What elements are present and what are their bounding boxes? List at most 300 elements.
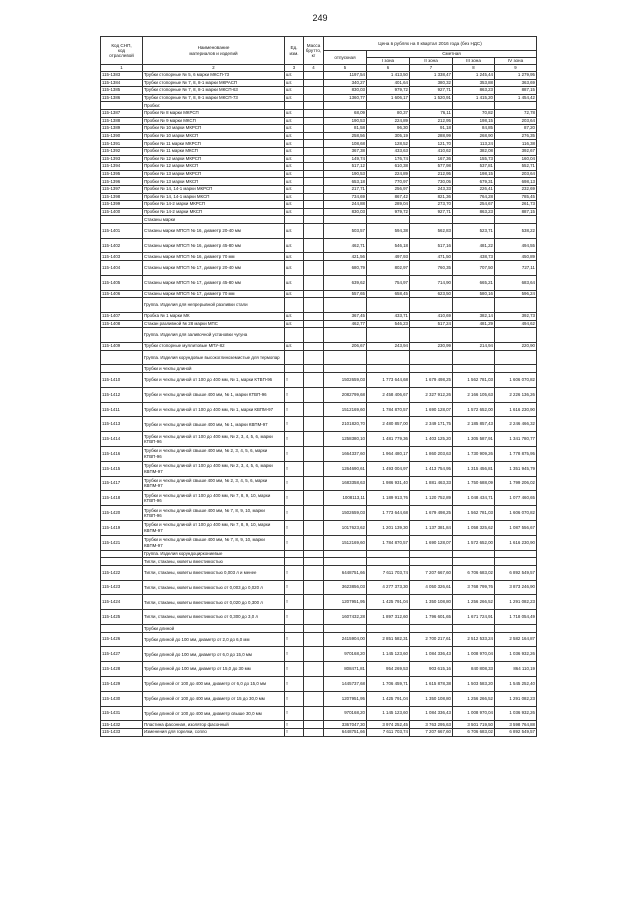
item-code: 115-1422 [101, 565, 143, 580]
item-name: Трубки и чехлы длиной от 100 до 400 мм, № 1, марки КТВП-96 [143, 373, 285, 388]
table-row [101, 520, 537, 535]
item-name: Пробки № 13 марки МКСП [143, 178, 285, 186]
item-unit: шт. [285, 94, 304, 102]
item-mass [304, 178, 324, 186]
price-zone-4: 596,24 [495, 290, 537, 298]
item-unit: т [285, 461, 304, 476]
item-mass [304, 402, 324, 417]
item-code: 115-1403 [101, 253, 143, 261]
item-code [101, 298, 143, 313]
empty-cell [367, 350, 410, 365]
price-zone-3: 1 058 325,62 [453, 520, 495, 535]
price-zone-4: 203,64 [495, 170, 537, 178]
item-unit: шт. [285, 109, 304, 117]
item-unit: шт. [285, 79, 304, 87]
price-release: 830,03 [324, 208, 367, 216]
group-heading: Трубки и чехлы длиной [143, 365, 285, 373]
item-name: Трубки и чехлы длиной свыше 400 мм, № 2, 3, 4, 5, 6, марки КВПМ-97 [143, 476, 285, 491]
item-mass [304, 208, 324, 216]
item-unit: т [285, 580, 304, 595]
item-name: Трубки и чехлы длиной свыше 400 мм, № 1, марки КВПМ-97 [143, 417, 285, 432]
price-zone-3: 1 415,20 [453, 94, 495, 102]
item-code: 115-1393 [101, 155, 143, 163]
group-heading: Тигли, стаканы, кюветы вместимостью [143, 558, 285, 566]
price-zone-1: 1 145 123,60 [367, 706, 410, 721]
price-zone-2: 1 350 108,80 [410, 595, 453, 610]
header-zone-3: III зона [453, 58, 495, 65]
price-release: 1683358,63 [324, 476, 367, 491]
price-release: 340,27 [324, 79, 367, 87]
item-code: 115-1383 [101, 72, 143, 80]
header-zone-2: II зона [410, 58, 453, 65]
item-code: 115-1384 [101, 79, 143, 87]
empty-cell [453, 298, 495, 313]
price-release: 2415904,00 [324, 632, 367, 647]
table-row [101, 140, 537, 148]
price-release: 217,71 [324, 185, 367, 193]
group-heading: Стаканы марки [143, 216, 285, 224]
price-zone-1: 80,37 [367, 109, 410, 117]
price-zone-4: 1 545 252,40 [495, 676, 537, 691]
price-zone-2: 2 349 171,75 [410, 417, 453, 432]
price-zone-3: 2 185 857,43 [453, 417, 495, 432]
item-unit: шт. [285, 140, 304, 148]
item-mass [304, 253, 324, 261]
item-mass [304, 79, 324, 87]
price-zone-4: 3 873 246,90 [495, 580, 537, 595]
empty-cell [367, 102, 410, 110]
price-table-sheet [100, 36, 536, 737]
column-number: 4 [304, 65, 324, 72]
item-name: Пробки № 12 марки МКРСП [143, 155, 285, 163]
column-number: 7 [410, 65, 453, 72]
empty-cell [495, 365, 537, 373]
table-row [101, 238, 537, 253]
table-row [101, 275, 537, 290]
price-zone-1: 128,52 [367, 140, 410, 148]
table-row [101, 125, 537, 133]
table-row [101, 193, 537, 201]
item-mass [304, 72, 324, 80]
table-row [101, 72, 537, 80]
item-unit: шт. [285, 238, 304, 253]
price-zone-4: 87,20 [495, 125, 537, 133]
price-zone-4: 538,22 [495, 223, 537, 238]
table-row [101, 155, 537, 163]
empty-cell [367, 550, 410, 558]
empty-cell [324, 298, 367, 313]
item-name: Пробки № 11 марки МКСП [143, 147, 285, 155]
item-code: 115-1419 [101, 520, 143, 535]
price-zone-4: 1 799 206,02 [495, 476, 537, 491]
price-zone-1: 1 773 644,68 [367, 373, 410, 388]
item-code: 115-1405 [101, 275, 143, 290]
item-mass [304, 706, 324, 721]
item-code: 115-1402 [101, 238, 143, 253]
price-zone-4: 2 226 136,26 [495, 387, 537, 402]
table-row [101, 417, 537, 432]
price-zone-4: 3 598 764,88 [495, 721, 537, 729]
item-unit: т [285, 520, 304, 535]
item-name: Тигли, стаканы, кюветы вместимостью от 0,300 до 3,0 л [143, 610, 285, 625]
item-unit: шт. [285, 117, 304, 125]
item-mass [304, 343, 324, 351]
price-zone-4: 1 087 556,67 [495, 520, 537, 535]
item-unit: т [285, 647, 304, 662]
empty-cell [495, 102, 537, 110]
item-name: Пробка № 1 марки МК [143, 313, 285, 321]
empty-cell [285, 624, 304, 632]
price-zone-1: 4 277 373,30 [367, 580, 410, 595]
item-code: 115-1418 [101, 491, 143, 506]
price-zone-2: 288,99 [410, 132, 453, 140]
price-release: 830,03 [324, 87, 367, 95]
item-code: 115-1430 [101, 691, 143, 706]
item-mass [304, 109, 324, 117]
table-row [101, 343, 537, 351]
price-release: 503,57 [324, 223, 367, 238]
price-zone-4: 276,35 [495, 132, 537, 140]
item-mass [304, 447, 324, 462]
price-zone-4: 261,73 [495, 201, 537, 209]
item-unit: шт. [285, 125, 304, 133]
price-zone-1: 770,97 [367, 178, 410, 186]
table-row [101, 147, 537, 155]
item-mass [304, 117, 324, 125]
item-name: Трубки и чехлы длиной свыше 400 мм, № 7, 8, 9, 10, марки КТВП-96 [143, 506, 285, 521]
item-mass [304, 87, 324, 95]
price-zone-4: 1 036 932,26 [495, 647, 537, 662]
table-row [101, 87, 537, 95]
item-code: 115-1433 [101, 728, 143, 736]
price-zone-4: 1 778 875,95 [495, 447, 537, 462]
price-zone-4: 203,64 [495, 117, 537, 125]
item-name: Пробки № 13 марки МКРСП [143, 170, 285, 178]
item-mass [304, 238, 324, 253]
price-zone-1: 1 773 644,68 [367, 506, 410, 521]
item-code: 115-1411 [101, 402, 143, 417]
item-mass [304, 140, 324, 148]
price-zone-3: 254,67 [453, 201, 495, 209]
price-zone-2: 1 137 381,84 [410, 520, 453, 535]
item-unit: т [285, 417, 304, 432]
table-row [101, 595, 537, 610]
item-name: Тигли, стаканы, кюветы вместимостью 0,003 л и менее [143, 565, 285, 580]
item-mass [304, 535, 324, 550]
item-mass [304, 580, 324, 595]
item-name: Трубки и чехлы длиной свыше 400 мм, № 2, 3, 4, 5, 6, марки КТВП-96 [143, 447, 285, 462]
price-zone-4: 864 110,19 [495, 662, 537, 677]
price-release: 1664337,60 [324, 447, 367, 462]
table-row [101, 117, 537, 125]
price-zone-3: 3 768 799,76 [453, 580, 495, 595]
item-name: Трубки и чехлы длиной от 100 до 400 мм, № 7, 8, 9, 10, марки КВПМ-97 [143, 520, 285, 535]
price-zone-2: 1 615 878,38 [410, 676, 453, 691]
item-unit: шт. [285, 163, 304, 171]
table-row [101, 506, 537, 521]
table-row [101, 387, 537, 402]
price-zone-1: 1 706 459,71 [367, 676, 410, 691]
item-unit: т [285, 387, 304, 402]
price-zone-4: 1 291 082,23 [495, 691, 537, 706]
group-row [101, 365, 537, 373]
empty-cell [324, 550, 367, 558]
price-zone-1: 224,89 [367, 117, 410, 125]
item-name: Стаканы марки МПСП № 16, диаметр 20-40 мм [143, 223, 285, 238]
price-release: 1207951,95 [324, 595, 367, 610]
empty-cell [495, 558, 537, 566]
price-release: 1360,77 [324, 94, 367, 102]
item-mass [304, 491, 324, 506]
item-mass [304, 647, 324, 662]
price-zone-2: 243,33 [410, 185, 453, 193]
price-zone-2: 1 679 498,25 [410, 373, 453, 388]
price-zone-1: 3 974 252,45 [367, 721, 410, 729]
item-name: Стакан разливной № 28 марки МПС [143, 320, 285, 328]
item-unit: т [285, 506, 304, 521]
empty-cell [367, 558, 410, 566]
price-release: 639,62 [324, 275, 367, 290]
header-estimate-price: Сметная [367, 51, 537, 58]
price-zone-1: 1 897 312,60 [367, 610, 410, 625]
table-row [101, 201, 537, 209]
item-name: Стаканы марки МПСП № 17, диаметр 20-40 мм [143, 261, 285, 276]
price-zone-1: 546,18 [367, 238, 410, 253]
item-name: Трубки и чехлы длиной от 100 до 400 мм, № 2, 3, 4, 5, 6, марки КВПМ-97 [143, 461, 285, 476]
item-unit: шт. [285, 313, 304, 321]
empty-cell [304, 624, 324, 632]
price-zone-3: 580,16 [453, 290, 495, 298]
empty-cell [367, 328, 410, 343]
table-row [101, 253, 537, 261]
empty-cell [410, 102, 453, 110]
price-zone-1: 1 784 870,57 [367, 535, 410, 550]
price-zone-2: 517,24 [410, 320, 453, 328]
price-zone-1: 979,72 [367, 208, 410, 216]
item-name: Пробки № 14-2 марки МКСП [143, 208, 285, 216]
price-zone-4: 683,64 [495, 275, 537, 290]
price-zone-2: 730,05 [410, 178, 453, 186]
price-release: 1264690,61 [324, 461, 367, 476]
table-row [101, 185, 537, 193]
empty-cell [495, 350, 537, 365]
table-row [101, 79, 537, 87]
price-zone-1: 289,04 [367, 201, 410, 209]
price-zone-1: 96,30 [367, 125, 410, 133]
header-code: Код СНП, код отраслевой [101, 37, 143, 65]
column-number: 9 [495, 65, 537, 72]
price-zone-1: 1 606,17 [367, 94, 410, 102]
price-zone-4: 450,89 [495, 253, 537, 261]
price-release: 367,45 [324, 313, 367, 321]
price-release: 1258380,10 [324, 432, 367, 447]
price-table [100, 36, 537, 737]
price-zone-4: 220,90 [495, 343, 537, 351]
price-release: 244,88 [324, 201, 367, 209]
price-zone-4: 698,13 [495, 178, 537, 186]
header-mass: Масса брутто, кг [304, 37, 324, 65]
price-release: 367,38 [324, 147, 367, 155]
table-row [101, 461, 537, 476]
price-zone-3: 523,71 [453, 223, 495, 238]
item-name: Трубки длиной до 100 мм, диаметр от 15,0 до 30 мм [143, 662, 285, 677]
empty-cell [495, 550, 537, 558]
item-code: 115-1399 [101, 201, 143, 209]
group-row [101, 624, 537, 632]
empty-cell [453, 216, 495, 224]
item-code: 115-1397 [101, 185, 143, 193]
table-row [101, 261, 537, 276]
item-code: 115-1400 [101, 208, 143, 216]
price-zone-1: 754,97 [367, 275, 410, 290]
item-code [101, 550, 143, 558]
item-name: Тигли, стаканы, кюветы вместимостью от 0,003 до 0,020 л [143, 580, 285, 595]
empty-cell [324, 365, 367, 373]
price-zone-2: 927,71 [410, 208, 453, 216]
item-code: 115-1388 [101, 117, 143, 125]
column-number: 5 [324, 65, 367, 72]
price-zone-1: 867,42 [367, 193, 410, 201]
item-name: Пробки № 12 марки МКСП [143, 163, 285, 171]
item-mass [304, 313, 324, 321]
item-mass [304, 373, 324, 388]
item-code: 115-1390 [101, 132, 143, 140]
table-row [101, 109, 537, 117]
empty-cell [410, 550, 453, 558]
empty-cell [453, 328, 495, 343]
empty-cell [410, 624, 453, 632]
price-zone-3: 198,15 [453, 170, 495, 178]
item-unit: шт. [285, 155, 304, 163]
item-mass [304, 201, 324, 209]
price-zone-3: 1 572 652,00 [453, 535, 495, 550]
price-zone-1: 497,93 [367, 253, 410, 261]
item-unit: т [285, 662, 304, 677]
item-code: 115-1394 [101, 163, 143, 171]
item-name: Стаканы марки МПСП № 16, диаметр 45-80 мм [143, 238, 285, 253]
table-row [101, 223, 537, 238]
price-zone-3: 1 730 909,26 [453, 447, 495, 462]
price-zone-3: 155,73 [453, 155, 495, 163]
price-zone-3: 1 572 652,00 [453, 402, 495, 417]
price-zone-4: 1 291 082,23 [495, 595, 537, 610]
price-release: 653,18 [324, 178, 367, 186]
header-release-price: отпускная [324, 51, 367, 65]
price-zone-2: 821,36 [410, 193, 453, 201]
item-unit: т [285, 491, 304, 506]
item-code: 115-1386 [101, 94, 143, 102]
item-code: 115-1410 [101, 373, 143, 388]
empty-cell [367, 624, 410, 632]
item-mass [304, 432, 324, 447]
price-zone-1: 224,89 [367, 170, 410, 178]
item-unit: т [285, 565, 304, 580]
item-mass [304, 520, 324, 535]
empty-cell [367, 216, 410, 224]
price-zone-1: 594,38 [367, 223, 410, 238]
item-name: Трубки и чехлы длиной от 100 до 400 мм, № 2, 3, 4, 5, 6, марки КТВП-96 [143, 432, 285, 447]
price-zone-3: 481,29 [453, 320, 495, 328]
price-zone-2: 471,50 [410, 253, 453, 261]
price-release: 1008113,11 [324, 491, 367, 506]
price-zone-4: 1 606 070,82 [495, 373, 537, 388]
price-zone-3: 268,90 [453, 132, 495, 140]
price-zone-2: 3 763 295,63 [410, 721, 453, 729]
item-code: 115-1407 [101, 313, 143, 321]
price-zone-2: 1 403 125,20 [410, 432, 453, 447]
price-release: 808471,81 [324, 662, 367, 677]
item-code: 115-1414 [101, 432, 143, 447]
item-name: Пробки № 9 марки МКСП [143, 117, 285, 125]
item-unit: шт. [285, 261, 304, 276]
item-mass [304, 461, 324, 476]
price-zone-3: 840 808,33 [453, 662, 495, 677]
price-zone-4: 727,11 [495, 261, 537, 276]
price-release: 1017623,62 [324, 520, 367, 535]
item-unit: шт. [285, 208, 304, 216]
price-release: 81,58 [324, 125, 367, 133]
price-zone-4: 160,04 [495, 155, 537, 163]
header-unit: Ед. изм. [285, 37, 304, 65]
price-zone-4: 552,71 [495, 163, 537, 171]
price-release: 734,69 [324, 193, 367, 201]
empty-cell [285, 550, 304, 558]
item-name: Стаканы марки МПСП № 17, диаметр 45-80 мм [143, 275, 285, 290]
item-unit: шт. [285, 87, 304, 95]
price-zone-4: 1 077 460,65 [495, 491, 537, 506]
price-release: 3623856,03 [324, 580, 367, 595]
price-zone-4: 1 036 932,26 [495, 706, 537, 721]
item-mass [304, 163, 324, 171]
price-zone-3: 481,22 [453, 238, 495, 253]
item-code: 115-1427 [101, 647, 143, 662]
group-heading: Группа. Изделия корундоциркониевые [143, 550, 285, 558]
item-code: 115-1408 [101, 320, 143, 328]
item-code: 115-1406 [101, 290, 143, 298]
empty-cell [285, 328, 304, 343]
price-zone-3: 1 315 456,81 [453, 461, 495, 476]
price-zone-3: 3 501 719,50 [453, 721, 495, 729]
item-unit: т [285, 706, 304, 721]
empty-cell [453, 558, 495, 566]
table-row [101, 313, 537, 321]
empty-cell [324, 102, 367, 110]
price-zone-3: 2 166 105,63 [453, 387, 495, 402]
table-row [101, 491, 537, 506]
price-zone-1: 1 964 480,17 [367, 447, 410, 462]
price-zone-2: 1 679 498,25 [410, 506, 453, 521]
item-mass [304, 320, 324, 328]
item-name: Пробки № 14, 14-1 марки МКСП [143, 193, 285, 201]
price-release: 2101820,70 [324, 417, 367, 432]
item-name: Стаканы марки МПСП № 17, диаметр 70 мм [143, 290, 285, 298]
empty-cell [495, 216, 537, 224]
empty-cell [367, 298, 410, 313]
price-zone-1: 2 851 582,31 [367, 632, 410, 647]
item-name: Трубки длиной от 100 до 400 мм, диаметр свыше 30,0 мм [143, 706, 285, 721]
item-name: Трубки стопорные № 7, 8, 8-1 марки МКСП-73 [143, 94, 285, 102]
empty-cell [453, 350, 495, 365]
item-mass [304, 275, 324, 290]
item-mass [304, 506, 324, 521]
price-zone-3: 113,24 [453, 140, 495, 148]
price-release: 1607432,28 [324, 610, 367, 625]
item-unit: т [285, 447, 304, 462]
price-zone-3: 6 706 683,02 [453, 728, 495, 736]
group-heading: Группа. Изделия для непрерывной разливки стали [143, 298, 285, 313]
price-zone-3: 1 562 781,03 [453, 506, 495, 521]
item-unit: шт. [285, 147, 304, 155]
